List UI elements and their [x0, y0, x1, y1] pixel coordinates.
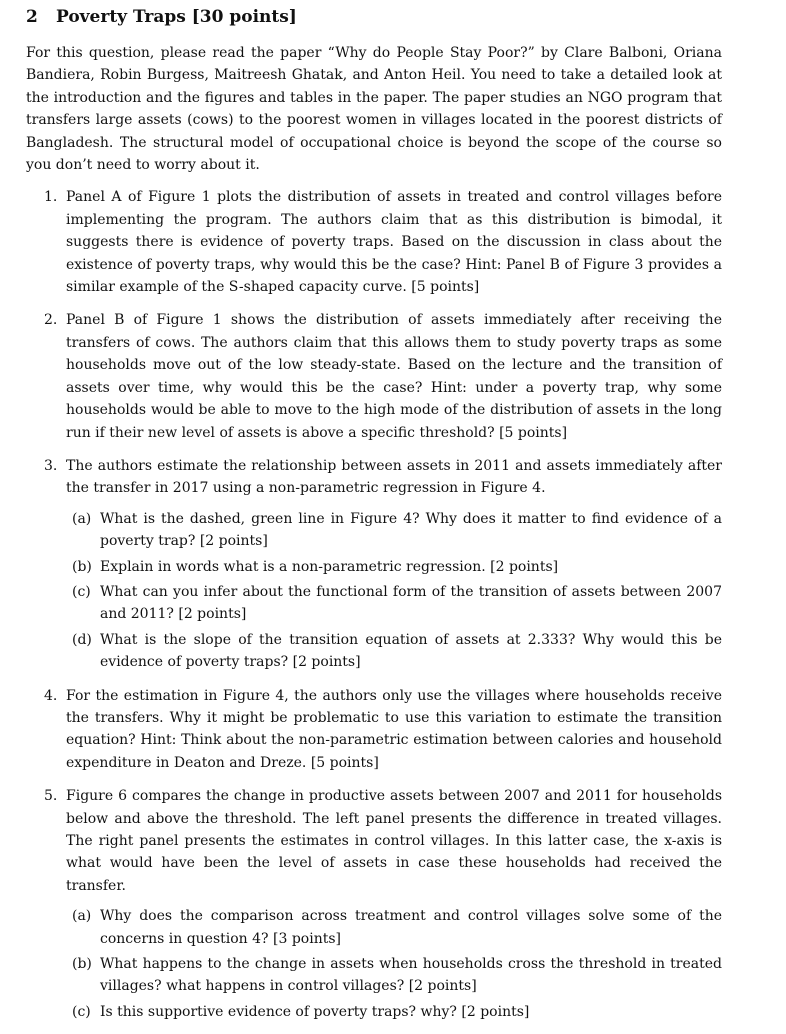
question-item	[26, 455, 722, 674]
subquestion-list	[66, 905, 722, 1023]
subquestion-item	[66, 556, 722, 578]
question-text: For the estimation in Figure 4, the authors only use the villages where households receive the transfers. Why it might be problematic to use this variation to estimate the transition equation? Hint: Think about the non-parametric estimation between calories and household expenditure in Deaton and Dreze. [5 points]	[66, 687, 722, 771]
subquestion-text: Explain in words what is a non-parametric regression. [2 points]	[100, 558, 559, 575]
question-item	[26, 785, 722, 1023]
question-text: Panel A of Figure 1 plots the distribution of assets in treated and control villages before implementing the program. The authors claim that as this distribution is bimodal, it suggests there is evidence of poverty traps. Based on the discussion in class about the existence of poverty traps, why would this be the case? Hint: Panel B of Figure 3 provides a similar example of the S-shaped capacity curve. [5 points]	[66, 189, 722, 296]
subquestion-item	[66, 1001, 722, 1023]
question-number: 2.	[44, 312, 58, 329]
question-number: 4.	[44, 687, 58, 704]
intro-paragraph: For this question, please read the paper “Why do People Stay Poor?” by Clare Balboni, Oriana Bandiera, Robin Burgess, Maitreesh Ghatak, and Anton Heil. You need to take a detailed look at the introduction and the figures and tables in the paper. The paper studies an NGO program that transfers large assets (cows) to the poorest women in villages located in the poorest districts of Bangladesh. The structural model of occupational choice is beyond the scope of the course so you don’t need to worry about it.	[26, 45, 722, 174]
question-item	[26, 685, 722, 775]
subquestion-label: (c)	[72, 1003, 91, 1020]
question-text: The authors estimate the relationship between assets in 2011 and assets immediately after the transfer in 2017 using a non-parametric regression in Figure 4.	[66, 457, 722, 497]
question-number: 5.	[44, 788, 58, 805]
subquestion-text: What is the slope of the transition equation of assets at 2.333? Why would this be evidence of poverty traps? [2 points]	[100, 631, 722, 671]
question-item	[26, 186, 722, 298]
section-number: 2	[26, 7, 38, 27]
section-heading	[26, 6, 722, 28]
subquestion-label: (b)	[72, 558, 92, 575]
subquestion-label: (a)	[72, 908, 92, 925]
subquestion-item	[66, 508, 722, 553]
section-title: Poverty Traps [30 points]	[56, 7, 297, 27]
subquestion-text: What is the dashed, green line in Figure 4? Why does it matter to find evidence of a poverty trap? [2 points]	[100, 510, 722, 550]
question-number: 1.	[44, 189, 58, 206]
subquestion-item	[66, 953, 722, 998]
subquestion-list	[66, 508, 722, 674]
subquestion-label: (b)	[72, 956, 92, 973]
question-number: 3.	[44, 457, 58, 474]
subquestion-text: What can you infer about the functional form of the transition of assets between 2007 and 2011? [2 points]	[100, 583, 722, 623]
subquestion-label: (c)	[72, 583, 91, 600]
subquestion-label: (d)	[72, 631, 92, 648]
subquestion-item	[66, 629, 722, 674]
document-page	[26, 6, 722, 1034]
subquestion-item	[66, 905, 722, 950]
question-text: Panel B of Figure 1 shows the distribution of assets immediately after receiving the transfers of cows. The authors claim that this allows them to study poverty traps as some households move out of the low steady-state. Based on the lecture and the transition of assets over time, why would this be the case? Hint: under a poverty trap, why some households would be able to move to the high mode of the distribution of assets in the long run if their new level of assets is above a specific threshold? [5 points]	[66, 312, 722, 441]
question-item	[26, 309, 722, 443]
subquestion-text: Why does the comparison across treatment and control villages solve some of the concerns in question 4? [3 points]	[100, 908, 722, 947]
subquestion-item	[66, 581, 722, 626]
subquestion-text: What happens to the change in assets when households cross the threshold in treated villages? what happens in control villages? [2 points]	[100, 956, 722, 995]
question-list	[26, 186, 722, 1023]
question-text: Figure 6 compares the change in productive assets between 2007 and 2011 for households below and above the threshold. The left panel presents the difference in treated villages. The right panel presents the estimates in control villages. In this latter case, the x-axis is what would have been the level of assets in case these households had received the transfer.	[66, 788, 722, 894]
subquestion-text: Is this supportive evidence of poverty traps? why? [2 points]	[100, 1003, 530, 1020]
subquestion-label: (a)	[72, 510, 92, 527]
